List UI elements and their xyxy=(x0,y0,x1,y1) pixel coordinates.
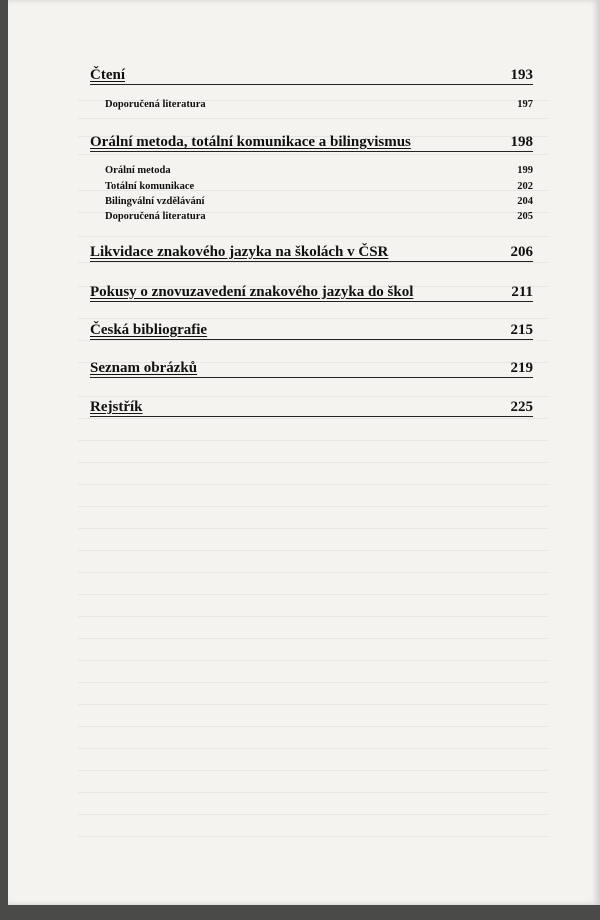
toc-entry-page: 211 xyxy=(511,284,533,300)
toc-subentry xyxy=(105,210,533,224)
toc-entry-title: Seznam obrázků xyxy=(90,360,198,376)
toc-subentry-title: Doporučená literatura xyxy=(105,211,206,222)
toc-subentry xyxy=(105,164,533,178)
toc-subentry-page: 202 xyxy=(517,181,533,192)
toc-entry-oralni-metoda xyxy=(90,133,533,152)
toc-entry-page: 206 xyxy=(510,244,533,260)
toc-subentry-title: Doporučená literatura xyxy=(105,99,206,110)
book-page xyxy=(8,0,600,905)
toc-entry-cteni xyxy=(90,66,533,85)
toc-subentry-page: 204 xyxy=(517,196,533,207)
toc-entry-page: 215 xyxy=(510,322,533,338)
toc-subentry xyxy=(105,195,533,209)
toc-subentry xyxy=(105,98,533,112)
toc-entry-pokusy xyxy=(90,283,533,302)
toc-entry-title: Rejstřík xyxy=(90,399,143,415)
toc-entry-seznam-obrazku xyxy=(90,359,533,378)
toc-entry-page: 225 xyxy=(510,399,533,415)
table-of-contents xyxy=(8,0,600,905)
toc-entry-page: 193 xyxy=(510,67,533,83)
toc-entry-rejstrik xyxy=(90,398,533,417)
toc-subentry xyxy=(105,180,533,194)
toc-subentry-page: 205 xyxy=(517,211,533,222)
toc-entry-likvidace xyxy=(90,243,533,262)
toc-entry-title: Likvidace znakového jazyka na školách v ČSR xyxy=(90,244,389,260)
toc-subentry-page: 199 xyxy=(517,165,533,176)
toc-subentry-title: Bilingvální vzdělávání xyxy=(105,196,205,207)
toc-entry-title: Čtení xyxy=(90,67,125,83)
toc-subentry-title: Orální metoda xyxy=(105,165,171,176)
toc-entry-page: 198 xyxy=(510,134,533,150)
toc-entry-title: Česká bibliografie xyxy=(90,322,208,338)
toc-subentry-page: 197 xyxy=(517,99,533,110)
toc-entry-title: Orální metoda, totální komunikace a bilingvismus xyxy=(90,134,411,150)
toc-subentry-title: Totální komunikace xyxy=(105,181,195,192)
toc-entry-title: Pokusy o znovuzavedení znakového jazyka do škol xyxy=(90,284,414,300)
toc-entry-bibliografie xyxy=(90,321,533,340)
toc-entry-page: 219 xyxy=(510,360,533,376)
